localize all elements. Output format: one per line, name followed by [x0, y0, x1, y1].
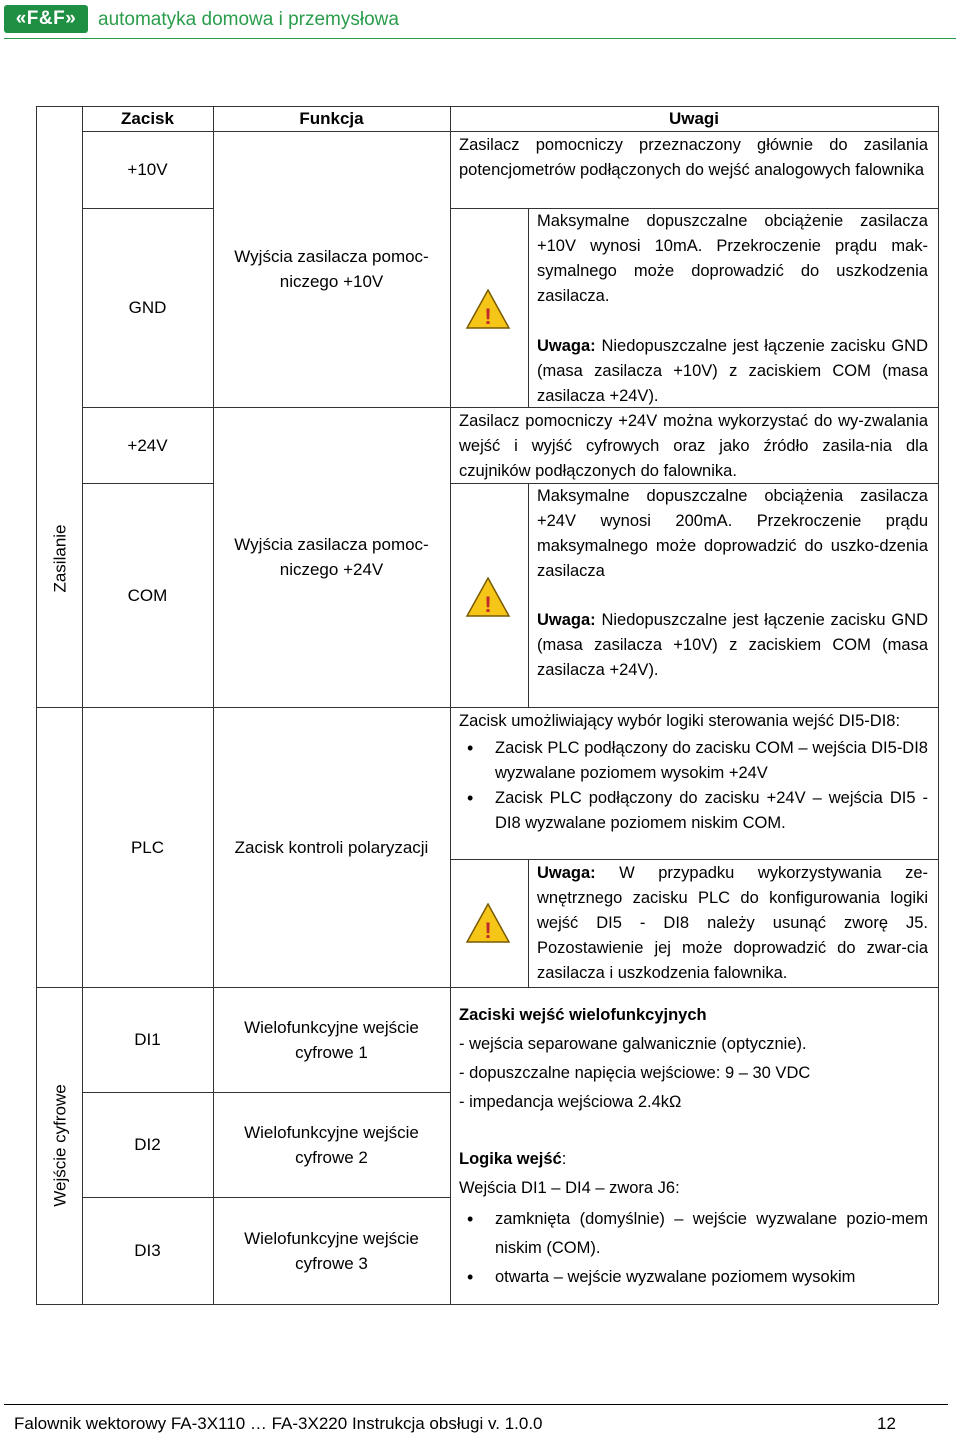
note-plc-caution	[537, 861, 928, 986]
terminal-plc: PLC	[130, 837, 165, 857]
warning-icon	[465, 902, 511, 944]
warning-icon	[465, 288, 511, 330]
header-function: Funkcja	[299, 109, 364, 128]
svg-text:!: !	[484, 592, 492, 617]
note-10v-caution	[537, 334, 928, 409]
caution-label: Uwaga:	[537, 864, 596, 882]
note-di-line: - impedancja wejściowa 2.4kΩ	[459, 1093, 682, 1111]
function-di3: Wielofunkcyjne wejście cyfrowe 3	[244, 1228, 419, 1273]
note-24v-caution	[537, 608, 928, 683]
header-divider	[4, 38, 956, 39]
note-24v: Zasilacz pomocniczy +24V można wykorzystać do wy-zwalania wejść i wyjść cyfrowych oraz jako źródło zasila-nia dla czujników podłączonych do falownika.	[459, 412, 928, 480]
note-plc	[459, 709, 928, 836]
list-item: • otwarta – wejście wyzwalane poziomem wysokim	[459, 1263, 928, 1292]
note-di-line: - dopuszczalne napięcia wejściowe: 9 – 30 VDC	[459, 1064, 811, 1082]
function-polarity: Zacisk kontroli polaryzacji	[234, 837, 429, 857]
note-plc-intro: Zacisk umożliwiający wybór logiki sterowania wejść DI5-DI8:	[459, 712, 901, 730]
function-di2: Wielofunkcyjne wejście cyfrowe 2	[244, 1122, 419, 1167]
terminal-gnd: GND	[128, 298, 167, 317]
svg-text:!: !	[484, 304, 492, 329]
section-power: Zasilanie	[50, 524, 70, 593]
note-di-line: - wejścia separowane galwanicznie (optycznie).	[459, 1035, 807, 1053]
terminal-24v: +24V	[127, 435, 168, 455]
note-plc-caution-text: W przypadku wykorzystywania ze-wnętrznego zacisku PLC do konfigurowania logiki wejść DI5 - DI8 należy usunąć zworę J5. Pozostawienie jej może doprowadzić do zwar-cia zasilacza i uszkodzenia falownika.	[537, 864, 928, 982]
note-24v-caution-text: Niedopuszczalne jest łączenie zacisku GND (masa zasilacza +10V) z zaciskiem COM (masa zasilacza +24V).	[537, 611, 928, 679]
brand-logo: «F&F»	[4, 5, 88, 33]
caution-label: Uwaga:	[537, 611, 596, 629]
function-aux-24v: Wyjścia zasilacza pomoc-niczego +24V	[234, 535, 429, 579]
terminal-di3: DI3	[134, 1241, 161, 1260]
header-notes: Uwagi	[668, 109, 720, 128]
brand-tagline: automatyka domowa i przemysłowa	[98, 9, 399, 30]
header-terminal: Zacisk	[121, 109, 174, 128]
caution-label: Uwaga:	[537, 337, 596, 355]
note-10v-caution-text: Niedopuszczalne jest łączenie zacisku GND (masa zasilacza +10V) z zaciskiem COM (masa zasilacza +24V).	[537, 337, 928, 405]
terminal-di1: DI1	[134, 1030, 161, 1049]
list-item: • Zacisk PLC podłączony do zacisku COM – wejścia DI5-DI8 wyzwalane poziomem wysokim +24V	[459, 736, 928, 786]
terminal-com: COM	[127, 585, 168, 605]
note-24v-warning: Maksymalne dopuszczalne obciążenia zasilacza +24V wynosi 200mA. Przekroczenie prądu maksymalnego może doprowadzić do uszko-dzenia zasilacza	[537, 487, 928, 580]
note-10v: Zasilacz pomocniczy przeznaczony głównie do zasilania potencjometrów podłączonych do wejść analogowych falownika	[459, 136, 928, 179]
section-digital-input: Wejście cyfrowe	[50, 1084, 70, 1207]
terminal-10v: +10V	[127, 160, 168, 179]
note-10v-warning: Maksymalne dopuszczalne obciążenie zasilacza +10V wynosi 10mA. Przekroczenie prądu mak-symalnego może doprowadzić do uszkodzenia zasilacza.	[537, 212, 928, 305]
note-di-title: Zaciski wejść wielofunkcyjnych	[459, 1006, 707, 1024]
warning-icon	[465, 576, 511, 618]
list-item: • zamknięta (domyślnie) – wejście wyzwalane pozio-mem niskim (COM).	[459, 1205, 928, 1263]
svg-text:!: !	[484, 918, 492, 943]
footer-document-title: Falownik wektorowy FA-3X110 … FA-3X220 Instrukcja obsługi v. 1.0.0	[14, 1414, 543, 1433]
function-aux-10v: Wyjścia zasilacza pomoc-niczego +10V	[234, 247, 429, 291]
logic-title: Logika wejść	[459, 1150, 562, 1168]
function-di1: Wielofunkcyjne wejście cyfrowe 1	[244, 1017, 419, 1062]
logic-subtitle: Wejścia DI1 – DI4 – zwora J6:	[459, 1179, 680, 1197]
terminal-di2: DI2	[134, 1135, 161, 1154]
footer-divider	[4, 1404, 948, 1405]
list-item: • Zacisk PLC podłączony do zacisku +24V – wejścia DI5 - DI8 wyzwalane poziomem niskim COM.	[459, 786, 928, 836]
page-number: 12	[877, 1414, 896, 1433]
note-digital-inputs: Zaciski wejść wielofunkcyjnych - wejścia separowane galwanicznie (optycznie). - dopuszczalne napięcia wejściowe: 9 – 30 VDC - impedancja wejściowa 2.4kΩ Logika wejść: Wejścia DI1 – DI4 – zwora J6: • zamknięta (domyślnie) – wejście wyzwalane pozio-mem niskim (COM). • otwarta – wejście wyzwalane poziomem wysokim	[459, 1001, 928, 1292]
